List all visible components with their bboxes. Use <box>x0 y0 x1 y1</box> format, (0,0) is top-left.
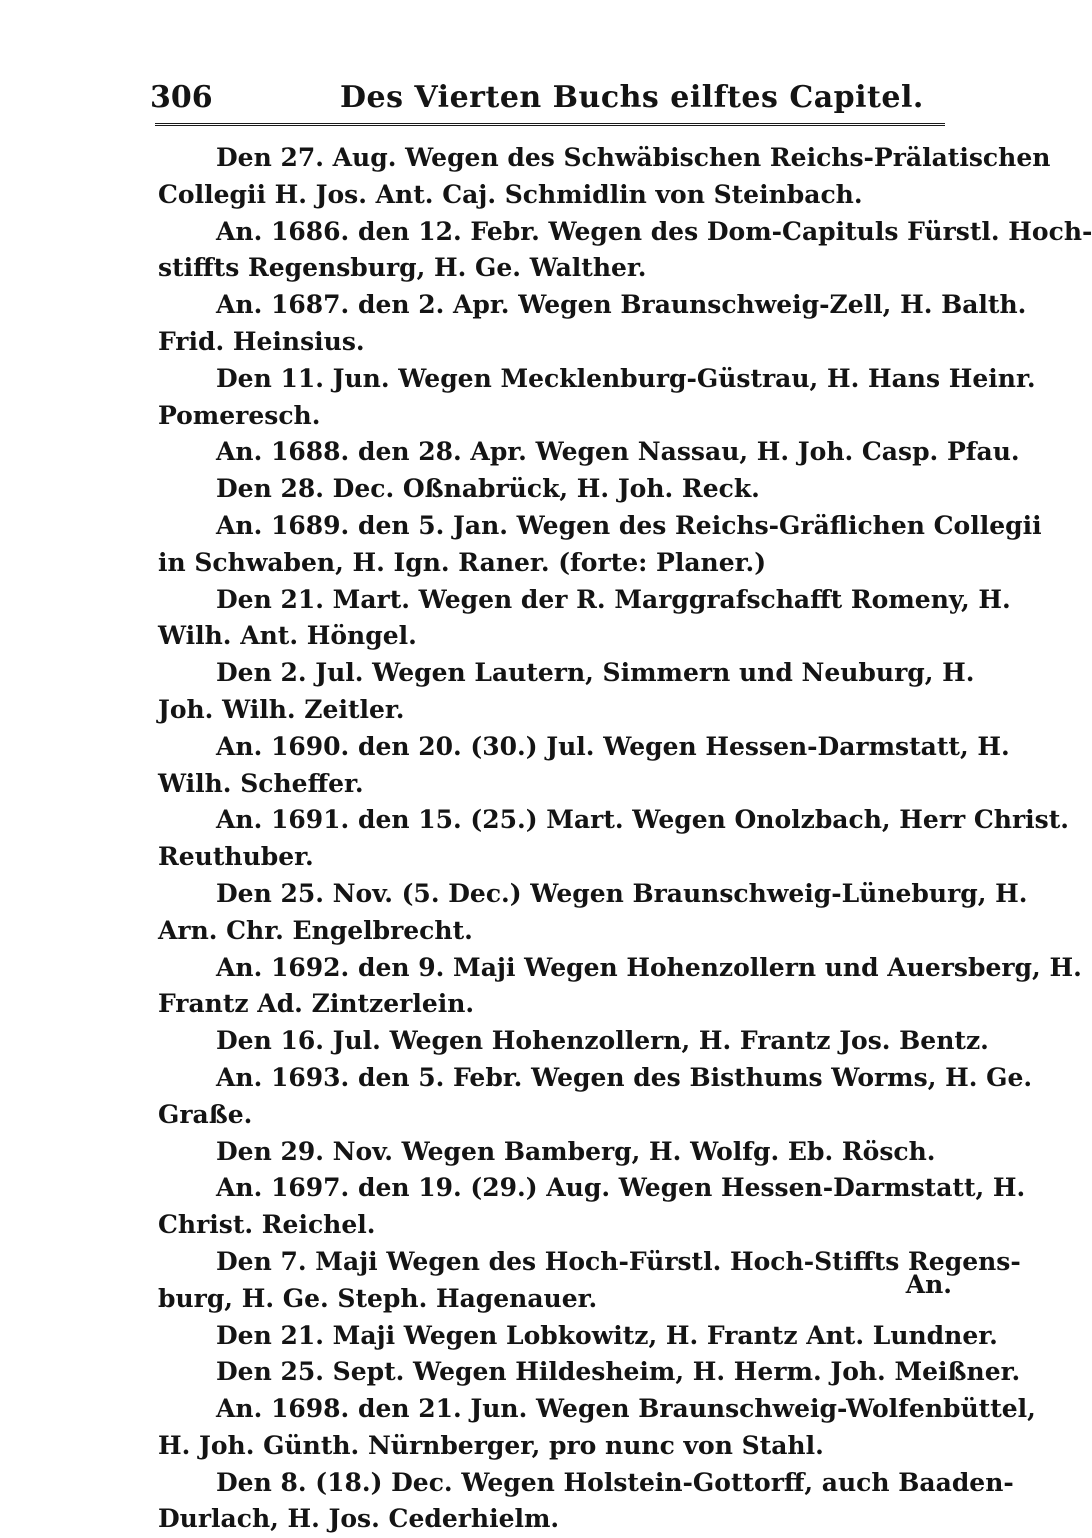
text-line: An. 1686. den 12. Febr. Wegen des Dom-Capituls Fürstl. Hoch- <box>216 216 1092 246</box>
text-line: Frantz Ad. Zintzerlein. <box>158 989 475 1019</box>
text-line: Den 7. Maji Wegen des Hoch-Fürstl. Hoch-Stiffts Regens- <box>216 1246 1021 1276</box>
text-line: Den 25. Nov. (5. Dec.) Wegen Braunschweig-Lüneburg, H. <box>216 878 1028 908</box>
text-line: An. 1692. den 9. Maji Wegen Hohenzollern und Auersberg, H. <box>216 952 1082 982</box>
page-number: 306 <box>150 80 213 115</box>
text-line: Den 25. Sept. Wegen Hildesheim, H. Herm. Joh. Meißner. <box>216 1357 1021 1387</box>
running-title: Des Vierten Buchs eilftes Capitel. <box>340 80 924 115</box>
text-line: An. 1690. den 20. (30.) Jul. Wegen Hessen-Darmstatt, H. <box>216 731 1010 761</box>
text-line: Arn. Chr. Engelbrecht. <box>158 915 473 945</box>
catchword: An. <box>905 1270 952 1299</box>
text-line: An. 1687. den 2. Apr. Wegen Braunschweig-Zell, H. Balth. <box>216 290 1027 320</box>
text-line: An. 1697. den 19. (29.) Aug. Wegen Hessen-Darmstatt, H. <box>216 1173 1026 1203</box>
text-line: Graße. <box>158 1099 253 1129</box>
text-body <box>158 140 1092 1538</box>
text-line: An. 1698. den 21. Jun. Wegen Braunschweig-Wolfenbüttel, <box>216 1394 1036 1424</box>
text-line: Den 21. Maji Wegen Lobkowitz, H. Frantz Ant. Lundner. <box>216 1320 998 1350</box>
text-line: Wilh. Ant. Höngel. <box>158 621 417 651</box>
text-line: Den 16. Jul. Wegen Hohenzollern, H. Frantz Jos. Bentz. <box>216 1026 989 1056</box>
text-line: Collegii H. Jos. Ant. Caj. Schmidlin von Steinbach. <box>158 179 863 209</box>
text-line: An. 1693. den 5. Febr. Wegen des Bisthums Worms, H. Ge. <box>216 1062 1033 1092</box>
text-line: Den 28. Dec. Oßnabrück, H. Joh. Reck. <box>216 474 760 504</box>
text-line: Den 2. Jul. Wegen Lautern, Simmern und Neuburg, H. <box>216 658 975 688</box>
text-line: Den 29. Nov. Wegen Bamberg, H. Wolfg. Eb. Rösch. <box>216 1136 936 1166</box>
text-line: in Schwaben, H. Ign. Raner. (forte: Planer.) <box>158 547 767 577</box>
text-line: An. 1689. den 5. Jan. Wegen des Reichs-Gräflichen Collegii <box>216 510 1042 540</box>
text-line: Durlach, H. Jos. Cederhielm. <box>158 1504 560 1534</box>
text-line: An. 1688. den 28. Apr. Wegen Nassau, H. Joh. Casp. Pfau. <box>216 437 1020 467</box>
text-line: Den 8. (18.) Dec. Wegen Holstein-Gottorff, auch Baaden- <box>216 1467 1014 1497</box>
header-rule <box>155 123 945 126</box>
text-line: H. Joh. Günth. Nürnberger, pro nunc von Stahl. <box>158 1430 824 1460</box>
text-line: Joh. Wilh. Zeitler. <box>158 694 405 724</box>
text-line: Den 21. Mart. Wegen der R. Marggrafschafft Romeny, H. <box>216 584 1011 614</box>
text-line: Christ. Reichel. <box>158 1210 376 1240</box>
text-line: stiffts Regensburg, H. Ge. Walther. <box>158 253 647 283</box>
text-line: Den 27. Aug. Wegen des Schwäbischen Reichs-Prälatischen <box>216 143 1051 172</box>
text-line: Frid. Heinsius. <box>158 326 365 356</box>
text-line: An. 1691. den 15. (25.) Mart. Wegen Onolzbach, Herr Christ. <box>216 805 1069 835</box>
text-line: Reuthuber. <box>158 842 314 872</box>
text-line: burg, H. Ge. Steph. Hagenauer. <box>158 1283 598 1313</box>
text-line: Wilh. Scheffer. <box>158 768 364 798</box>
text-line: Den 11. Jun. Wegen Mecklenburg-Güstrau, H. Hans Heinr. <box>216 363 1036 393</box>
text-line: Pomeresch. <box>158 400 321 430</box>
page-header <box>150 80 950 120</box>
